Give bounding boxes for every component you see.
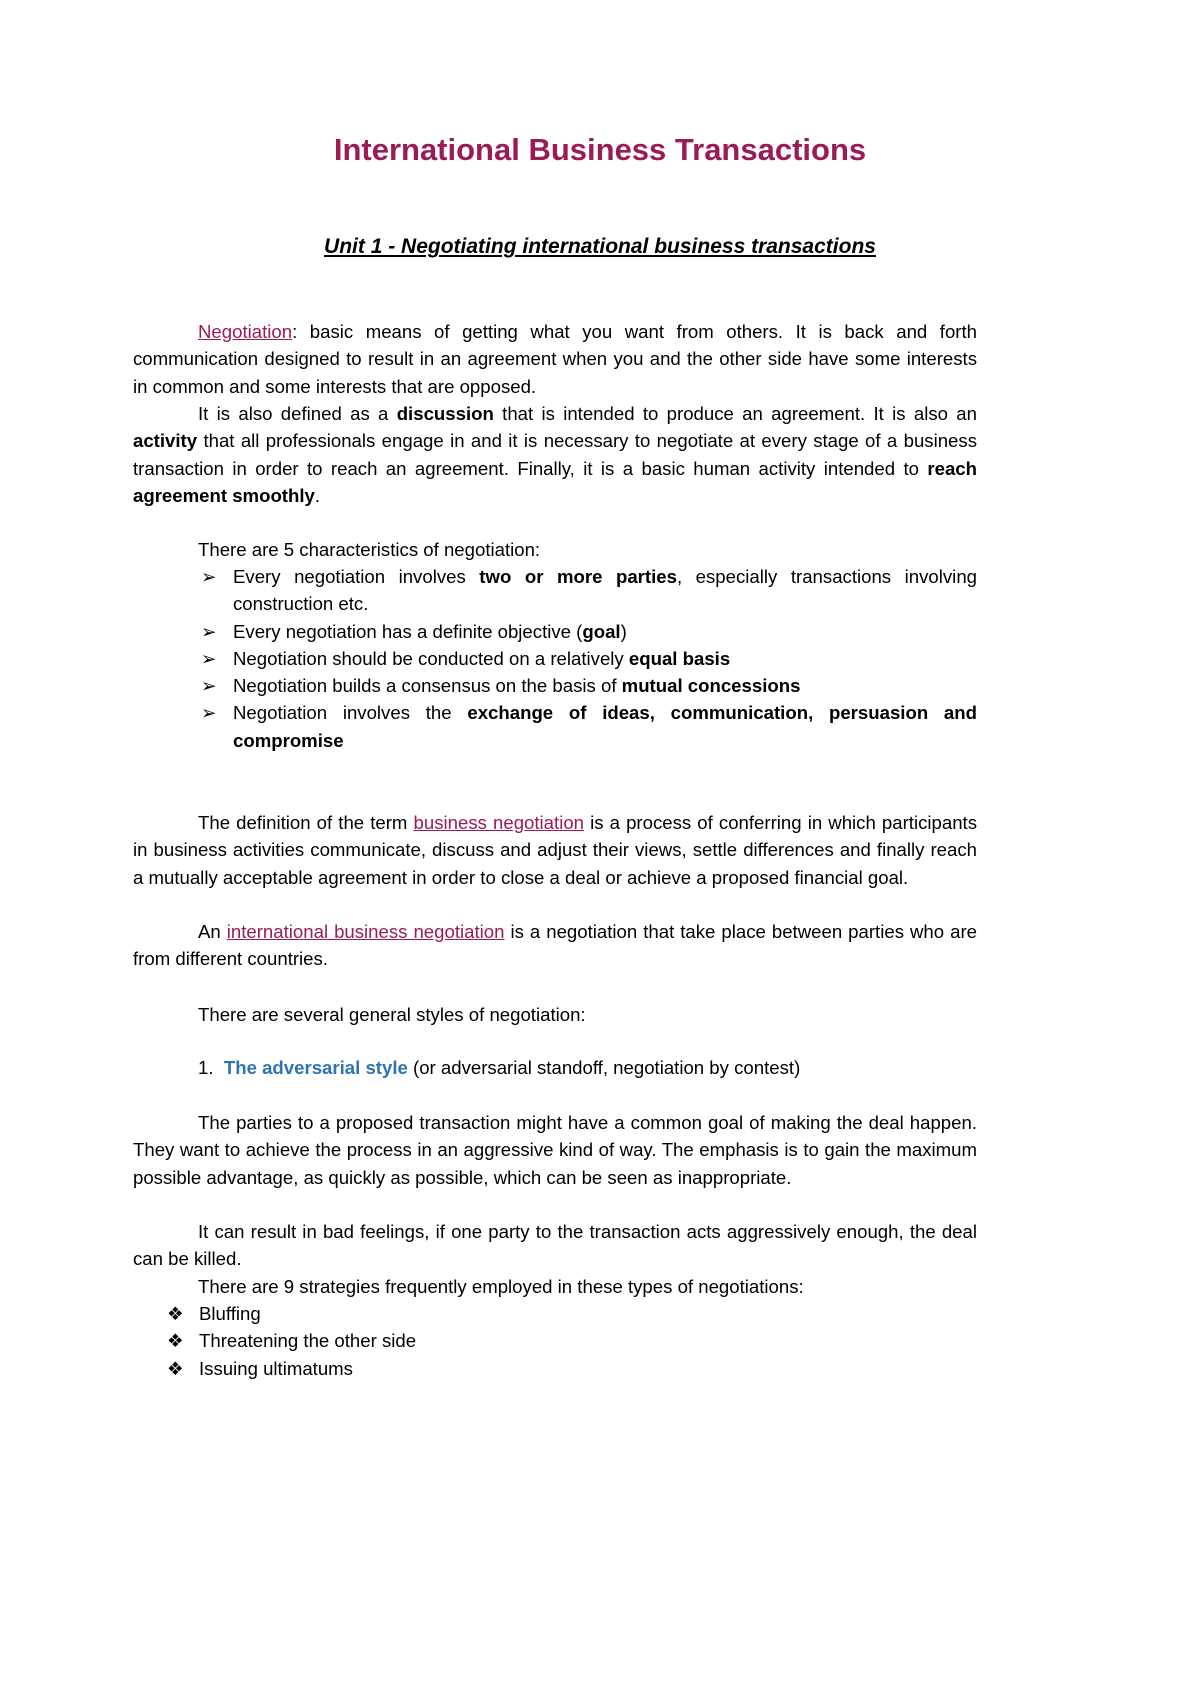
list-item	[133, 563, 977, 618]
international-negotiation-definition	[133, 918, 977, 973]
text: Every negotiation has a definite objective (	[233, 620, 583, 642]
diamond-bullet-icon: ❖	[167, 1330, 184, 1352]
arrow-bullet-icon: ➢	[201, 702, 217, 724]
strategies-list	[133, 1300, 977, 1382]
text: It is also defined as a	[198, 403, 397, 424]
term-business-negotiation: business negotiation	[413, 812, 585, 833]
characteristics-list	[133, 563, 977, 754]
list-number: 1.	[198, 1057, 214, 1078]
adversarial-paragraph-1: The parties to a proposed transaction might have a common goal of making the deal happen. They want to achieve the process in an aggressive kind of way. The emphasis is to gain the maximum possible advantage, as quickly as possible, which can be seen as inappropriate.	[133, 1112, 977, 1188]
bold: activity	[133, 430, 198, 452]
text: that is intended to produce an agreement. It is also an	[493, 403, 977, 424]
arrow-bullet-icon: ➢	[201, 675, 217, 697]
unit-heading: Unit 1 - Negotiating international business transactions	[324, 235, 876, 258]
diamond-bullet-icon: ❖	[167, 1303, 184, 1324]
bold: two or more parties	[479, 566, 677, 587]
negotiation-definition	[133, 318, 977, 400]
arrow-bullet-icon: ➢	[201, 620, 217, 642]
text: Issuing ultimatums	[199, 1357, 353, 1379]
document-title: International Business Transactions	[333, 132, 867, 167]
list-item	[133, 1327, 977, 1354]
bold: exchange of ideas, communication, persuasion and compromise	[233, 702, 977, 751]
list-item	[133, 1300, 977, 1327]
list-item	[133, 618, 977, 645]
term-international-business-negotiation: international business negotiation	[226, 921, 505, 942]
characteristics-intro: There are 5 characteristics of negotiation:	[198, 539, 541, 560]
text: .	[314, 484, 321, 506]
text: The definition of the term	[198, 812, 414, 833]
text: , especially transactions involving construction etc.	[233, 566, 977, 615]
arrow-bullet-icon: ➢	[201, 647, 217, 669]
text: that all professionals engage in and it is necessary to negotiate at every stage of a business transaction in order to reach an agreement. Finally, it is a basic human activity intended to	[133, 430, 977, 479]
styles-intro: There are several general styles of negotiation:	[198, 1004, 586, 1025]
text: is a negotiation that take place between parties who are from different countries.	[133, 921, 977, 970]
list-item	[133, 1355, 977, 1382]
term-negotiation: Negotiation	[198, 321, 293, 342]
adversarial-paragraph-2: It can result in bad feelings, if one party to the transaction acts aggressively enough, the deal can be killed.	[133, 1221, 977, 1270]
arrow-bullet-icon: ➢	[201, 566, 217, 587]
text: Bluffing	[199, 1303, 261, 1324]
text: is a process of conferring in which participants in business activities communicate, discuss and adjust their views, settle differences and finally reach a mutually acceptable agreement in order to close a deal or achieve a proposed financial goal.	[133, 812, 977, 888]
text: : basic means of getting what you want from others. It is back and forth communication designed to result in an agreement when you and the other side have some interests in common and some interests that are opposed.	[133, 321, 977, 397]
bold: equal basis	[628, 647, 731, 669]
negotiation-paragraph-2	[133, 400, 977, 509]
style-name: The adversarial style	[223, 1057, 408, 1078]
text: )	[620, 620, 627, 642]
list-item	[133, 672, 977, 699]
text: (or adversarial standoff, negotiation by contest)	[407, 1057, 801, 1078]
bold: reach agreement smoothly	[133, 457, 977, 506]
diamond-bullet-icon: ❖	[167, 1357, 184, 1379]
bold: mutual concessions	[621, 675, 801, 697]
business-negotiation-definition	[133, 809, 977, 891]
text: Negotiation involves the	[233, 702, 468, 724]
adversarial-paragraph-3: There are 9 strategies frequently employed in these types of negotiations:	[198, 1276, 804, 1297]
style-1-heading	[133, 1054, 977, 1081]
text: Negotiation should be conducted on a relatively	[233, 647, 629, 669]
text: An	[198, 921, 227, 942]
bold: goal	[582, 620, 621, 642]
text: Negotiation builds a consensus on the basis of	[233, 675, 622, 697]
list-item	[133, 645, 977, 672]
bold: discussion	[396, 403, 494, 424]
text: Every negotiation involves	[233, 566, 480, 587]
list-item	[133, 699, 977, 754]
text: Threatening the other side	[199, 1330, 417, 1352]
